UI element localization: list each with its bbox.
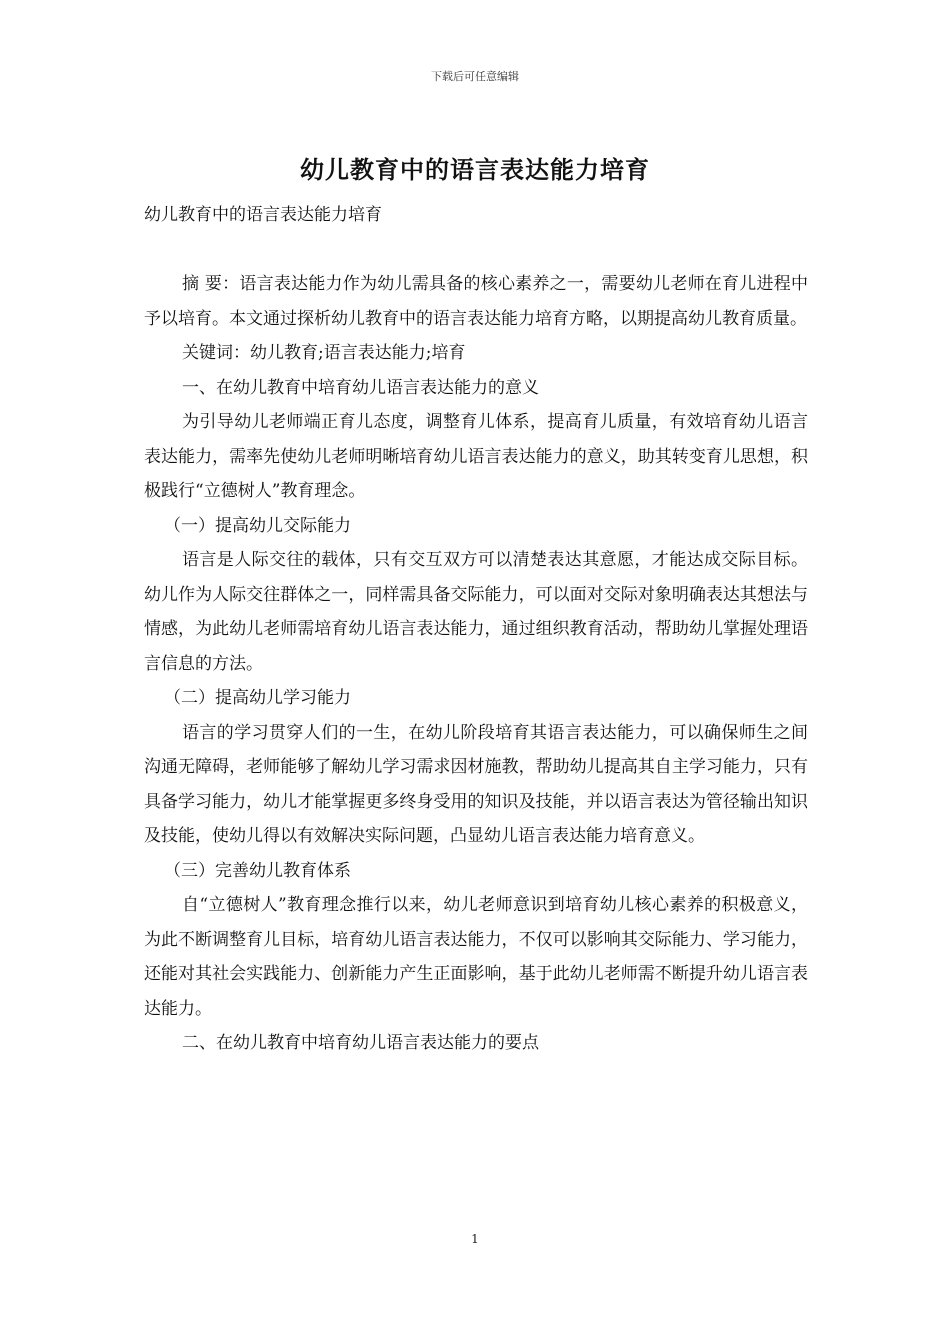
subsection-heading: （二）提高幼儿学习能力 [164, 688, 351, 708]
body-paragraph: 语言的学习贯穿人们的一生，在幼儿阶段培育其语言表达能力，可以确保师生之间沟通无障碍，老师能够了解幼儿学习需求因材施教，帮助幼儿提高其自主学习能力，只有具备学习能力，幼儿才能掌握更多终身受用的知识及技能，并以语言表达为管径输出知识及技能，使幼儿得以有效解决实际问题，凸显幼儿语言表达能力培育意义。 [144, 722, 808, 846]
body-paragraph: 自“立德树人”教育理念推行以来，幼儿老师意识到培育幼儿核心素养的积极意义，为此不断调整育儿目标，培育幼儿语言表达能力，不仅可以影响其交际能力、学习能力，还能对其社会实践能力、创新能力产生正面影响，基于此幼儿老师需不断提升幼儿语言表达能力。 [144, 895, 808, 1019]
page-number: 1 [471, 1232, 479, 1246]
keywords-line: 关键词：幼儿教育;语言表达能力;培育 [182, 343, 466, 363]
section-heading: 二、在幼儿教育中培育幼儿语言表达能力的要点 [182, 1033, 539, 1053]
document-body [144, 198, 808, 1061]
header-note: 下载后可任意编辑 [431, 70, 519, 83]
subsection-heading: （一）提高幼儿交际能力 [164, 515, 351, 536]
abstract-paragraph: 摘 要：语言表达能力作为幼儿需具备的核心素养之一，需要幼儿老师在育儿进程中予以培育。本文通过探析幼儿教育中的语言表达能力培育方略，以期提高幼儿教育质量。 [144, 274, 808, 329]
body-paragraph: 语言是人际交往的载体，只有交互双方可以清楚表达其意愿，才能达成交际目标。幼儿作为人际交往群体之一，同样需具备交际能力，可以面对交际对象明确表达其想法与情感，为此幼儿老师需培育幼儿语言表达能力，通过组织教育活动，帮助幼儿掌握处理语言信息的方法。 [144, 550, 808, 674]
document-title: 幼儿教育中的语言表达能力培育 [300, 155, 650, 184]
body-paragraph: 为引导幼儿老师端正育儿态度，调整育儿体系，提高育儿质量，有效培育幼儿语言表达能力，需率先使幼儿老师明晰培育幼儿语言表达能力的意义，助其转变育儿思想，积极践行“立德树人”教育理念。 [144, 412, 808, 501]
section-heading: 一、在幼儿教育中培育幼儿语言表达能力的意义 [182, 377, 539, 398]
document-subtitle: 幼儿教育中的语言表达能力培育 [144, 205, 382, 225]
subsection-heading: （三）完善幼儿教育体系 [164, 860, 351, 881]
